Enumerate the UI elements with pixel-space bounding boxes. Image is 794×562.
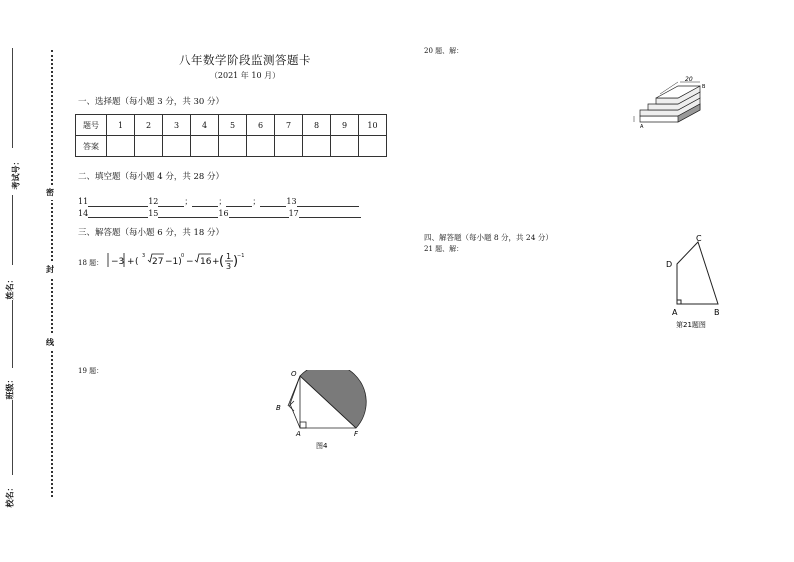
answer-cell[interactable] [247, 136, 275, 157]
table-row [76, 115, 387, 136]
svg-text:(: ( [135, 257, 139, 267]
name-label: 姓名： [4, 275, 15, 300]
point-D: D [666, 260, 673, 269]
answer-cell[interactable] [163, 136, 191, 157]
svg-text:0: 0 [181, 253, 185, 259]
svg-text:+: + [127, 257, 135, 267]
question-20-label: 20 题、解： [424, 47, 464, 55]
svg-text:−1: −1 [237, 253, 244, 259]
separator: ； [184, 197, 193, 206]
point-A: A [672, 308, 678, 317]
school-label: 校名： [4, 483, 15, 508]
answer-cell[interactable] [303, 136, 331, 157]
svg-text:27: 27 [152, 257, 164, 267]
question-number: 2 [135, 115, 163, 136]
section1-heading: 一、选择题（每小题 3 分，共 30 分） [78, 97, 225, 107]
answer-cell[interactable] [331, 136, 359, 157]
blank-number-15: 15 [148, 209, 159, 218]
question-number: 7 [275, 115, 303, 136]
page-title: 八年数学阶段监测答题卡 [179, 53, 311, 67]
exam-date: （2021 年 10 月） [209, 71, 281, 80]
answer-table [75, 114, 387, 157]
svg-text:3: 3 [142, 253, 146, 259]
question-19-label: 19 题： [78, 367, 104, 375]
svg-text:): ) [233, 254, 239, 269]
svg-text:3: 3 [226, 262, 232, 271]
section4-heading: 四、解答题（每小题 8 分，共 24 分） [424, 233, 553, 242]
answer-cell[interactable] [135, 136, 163, 157]
name-line [12, 195, 13, 265]
blank-11[interactable] [88, 197, 148, 207]
answer-cell[interactable] [359, 136, 387, 157]
blank-12d[interactable] [260, 197, 286, 207]
answer-cell[interactable] [191, 136, 219, 157]
question-18-expression [104, 246, 244, 280]
point-B: B [714, 308, 720, 317]
blank-number-12: 12 [148, 197, 159, 206]
blank-number-16: 16 [218, 209, 229, 218]
stairs-point-a: A [640, 124, 644, 130]
point-B: B [276, 404, 281, 412]
svg-text:1: 1 [226, 252, 232, 261]
blank-12b[interactable] [192, 197, 218, 207]
question-number: 9 [331, 115, 359, 136]
row-label-answer: 答案 [76, 136, 107, 157]
svg-text:−: − [186, 257, 194, 267]
answer-cell[interactable] [107, 136, 135, 157]
point-F: F [354, 430, 359, 438]
section2-heading: 二、填空题（每小题 4 分，共 28 分） [78, 172, 225, 182]
question-21-label: 21 题、解： [424, 245, 464, 253]
question-number: 6 [247, 115, 275, 136]
blank-16[interactable] [229, 208, 289, 218]
figure-21-caption: 第21题图 [676, 321, 706, 329]
exam-no-label: 考试号： [10, 157, 21, 190]
stairs-figure [628, 74, 710, 132]
question-number: 1 [107, 115, 135, 136]
class-label: 班级： [4, 375, 15, 400]
blank-12a[interactable] [158, 197, 184, 207]
svg-text:16: 16 [200, 257, 212, 267]
question-number: 4 [191, 115, 219, 136]
school-line [12, 400, 13, 475]
stairs-point-b: B [702, 84, 706, 90]
separator: ； [252, 197, 261, 206]
seal-mi: 密 [46, 185, 54, 200]
seal-xian: 线 [46, 335, 54, 350]
blank-12c[interactable] [226, 197, 252, 207]
question-number: 5 [219, 115, 247, 136]
class-line [12, 300, 13, 368]
figure-4 [272, 370, 372, 452]
question-18-label: 18 题： [78, 259, 104, 267]
svg-text:(: ( [219, 254, 225, 269]
question-number: 3 [163, 115, 191, 136]
figure-21 [662, 230, 728, 334]
table-row [76, 136, 387, 157]
blank-number-17: 17 [288, 209, 299, 218]
section3-heading: 三、解答题（每小题 6 分，共 18 分） [78, 228, 225, 238]
separator: ； [218, 197, 227, 206]
point-O: O [291, 370, 297, 378]
question-number: 10 [359, 115, 387, 136]
question-number: 8 [303, 115, 331, 136]
blank-number-11: 11 [78, 197, 89, 206]
answer-cell[interactable] [219, 136, 247, 157]
point-A: A [296, 430, 301, 438]
fill-line-1 [78, 196, 359, 207]
blank-15[interactable] [158, 208, 218, 218]
answer-cell[interactable] [275, 136, 303, 157]
blank-number-14: 14 [78, 209, 89, 218]
figure-4-caption: 图4 [316, 442, 328, 450]
blank-14[interactable] [88, 208, 148, 218]
blank-number-13: 13 [286, 197, 297, 206]
fill-line-2 [78, 208, 361, 218]
svg-text:+: + [212, 257, 220, 267]
svg-text:−1): −1) [165, 257, 182, 267]
dimension-top: 20 [685, 76, 693, 83]
svg-text:−3: −3 [111, 257, 125, 267]
blank-13[interactable] [297, 197, 359, 207]
blank-17[interactable] [299, 208, 361, 218]
point-C: C [696, 234, 702, 243]
row-label-number: 题号 [76, 115, 107, 136]
seal-feng: 封 [46, 262, 54, 277]
